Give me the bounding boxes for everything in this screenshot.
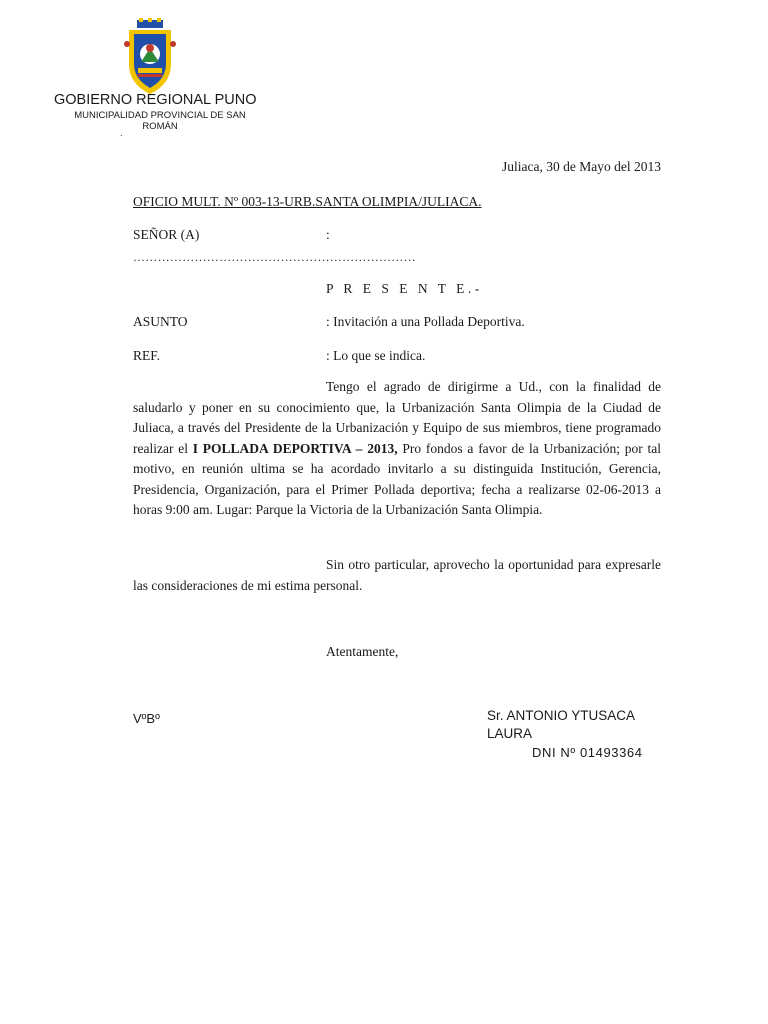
header-stray-dot: . xyxy=(120,128,123,138)
subject-label: ASUNTO xyxy=(133,314,188,329)
letter-date: Juliaca, 30 de Mayo del 2013 xyxy=(502,159,661,174)
government-name: GOBIERNO REGIONAL PUNO xyxy=(54,92,257,108)
municipality-name: MUNICIPALIDAD PROVINCIAL DE SAN ROMÁN xyxy=(74,110,246,132)
signer-name: Sr. ANTONIO YTUSACA LAURA xyxy=(487,708,635,741)
ref-label: REF. xyxy=(133,348,161,363)
subject-value: : Invitación a una Pollada Deportiva. xyxy=(326,314,525,329)
closing-salutation: Atentamente, xyxy=(326,644,399,659)
recipient-label: SEÑOR (A) xyxy=(133,227,200,242)
oficio-reference-number: OFICIO MULT. Nº 003-13-URB.SANTA OLIMPIA/JULIACA. xyxy=(133,194,482,209)
municipal-coat-of-arms-icon xyxy=(123,18,177,96)
invitation-paragraph-text-1: Tengo el agrado de dirigirme a Ud., con la finalidad de saludarlo y poner en su conocimiento que, la Urbanización Santa Olimpia de la Ciudad de Juliaca, a través del Presidente de la Urbanización y Equipo de sus miembros, tiene programado realizar el xyxy=(133,379,661,456)
recipient-blank-line: …………………………………………………………… xyxy=(133,250,416,264)
approval-mark: VºBº xyxy=(133,711,160,726)
invitation-paragraph-text-2: Pro fondos a favor de la Urbanización; por tal motivo, en reunión ultima se ha acordado invitarlo a su distinguida Institución, Gerencia, Presidencia, Organización, para el Primer Pollada deportiva; fecha a realizarse 02-06-2013 a horas 9:00 am. Lugar: Parque la Victoria de la Urbanización Santa Olimpia. xyxy=(133,440,662,517)
presente-heading: P R E S E N T E.- xyxy=(326,281,483,296)
recipient-colon: : xyxy=(326,227,330,242)
invitation-paragraph xyxy=(133,377,661,521)
ref-value: : Lo que se indica. xyxy=(326,348,426,363)
signer-dni: DNI Nº 01493364 xyxy=(532,745,643,760)
closing-paragraph: Sin otro particular, aprovecho la oportunidad para expresarle las consideraciones de mi estima personal. xyxy=(133,557,661,593)
event-name-bold: I POLLADA DEPORTIVA – 2013, xyxy=(192,440,398,456)
